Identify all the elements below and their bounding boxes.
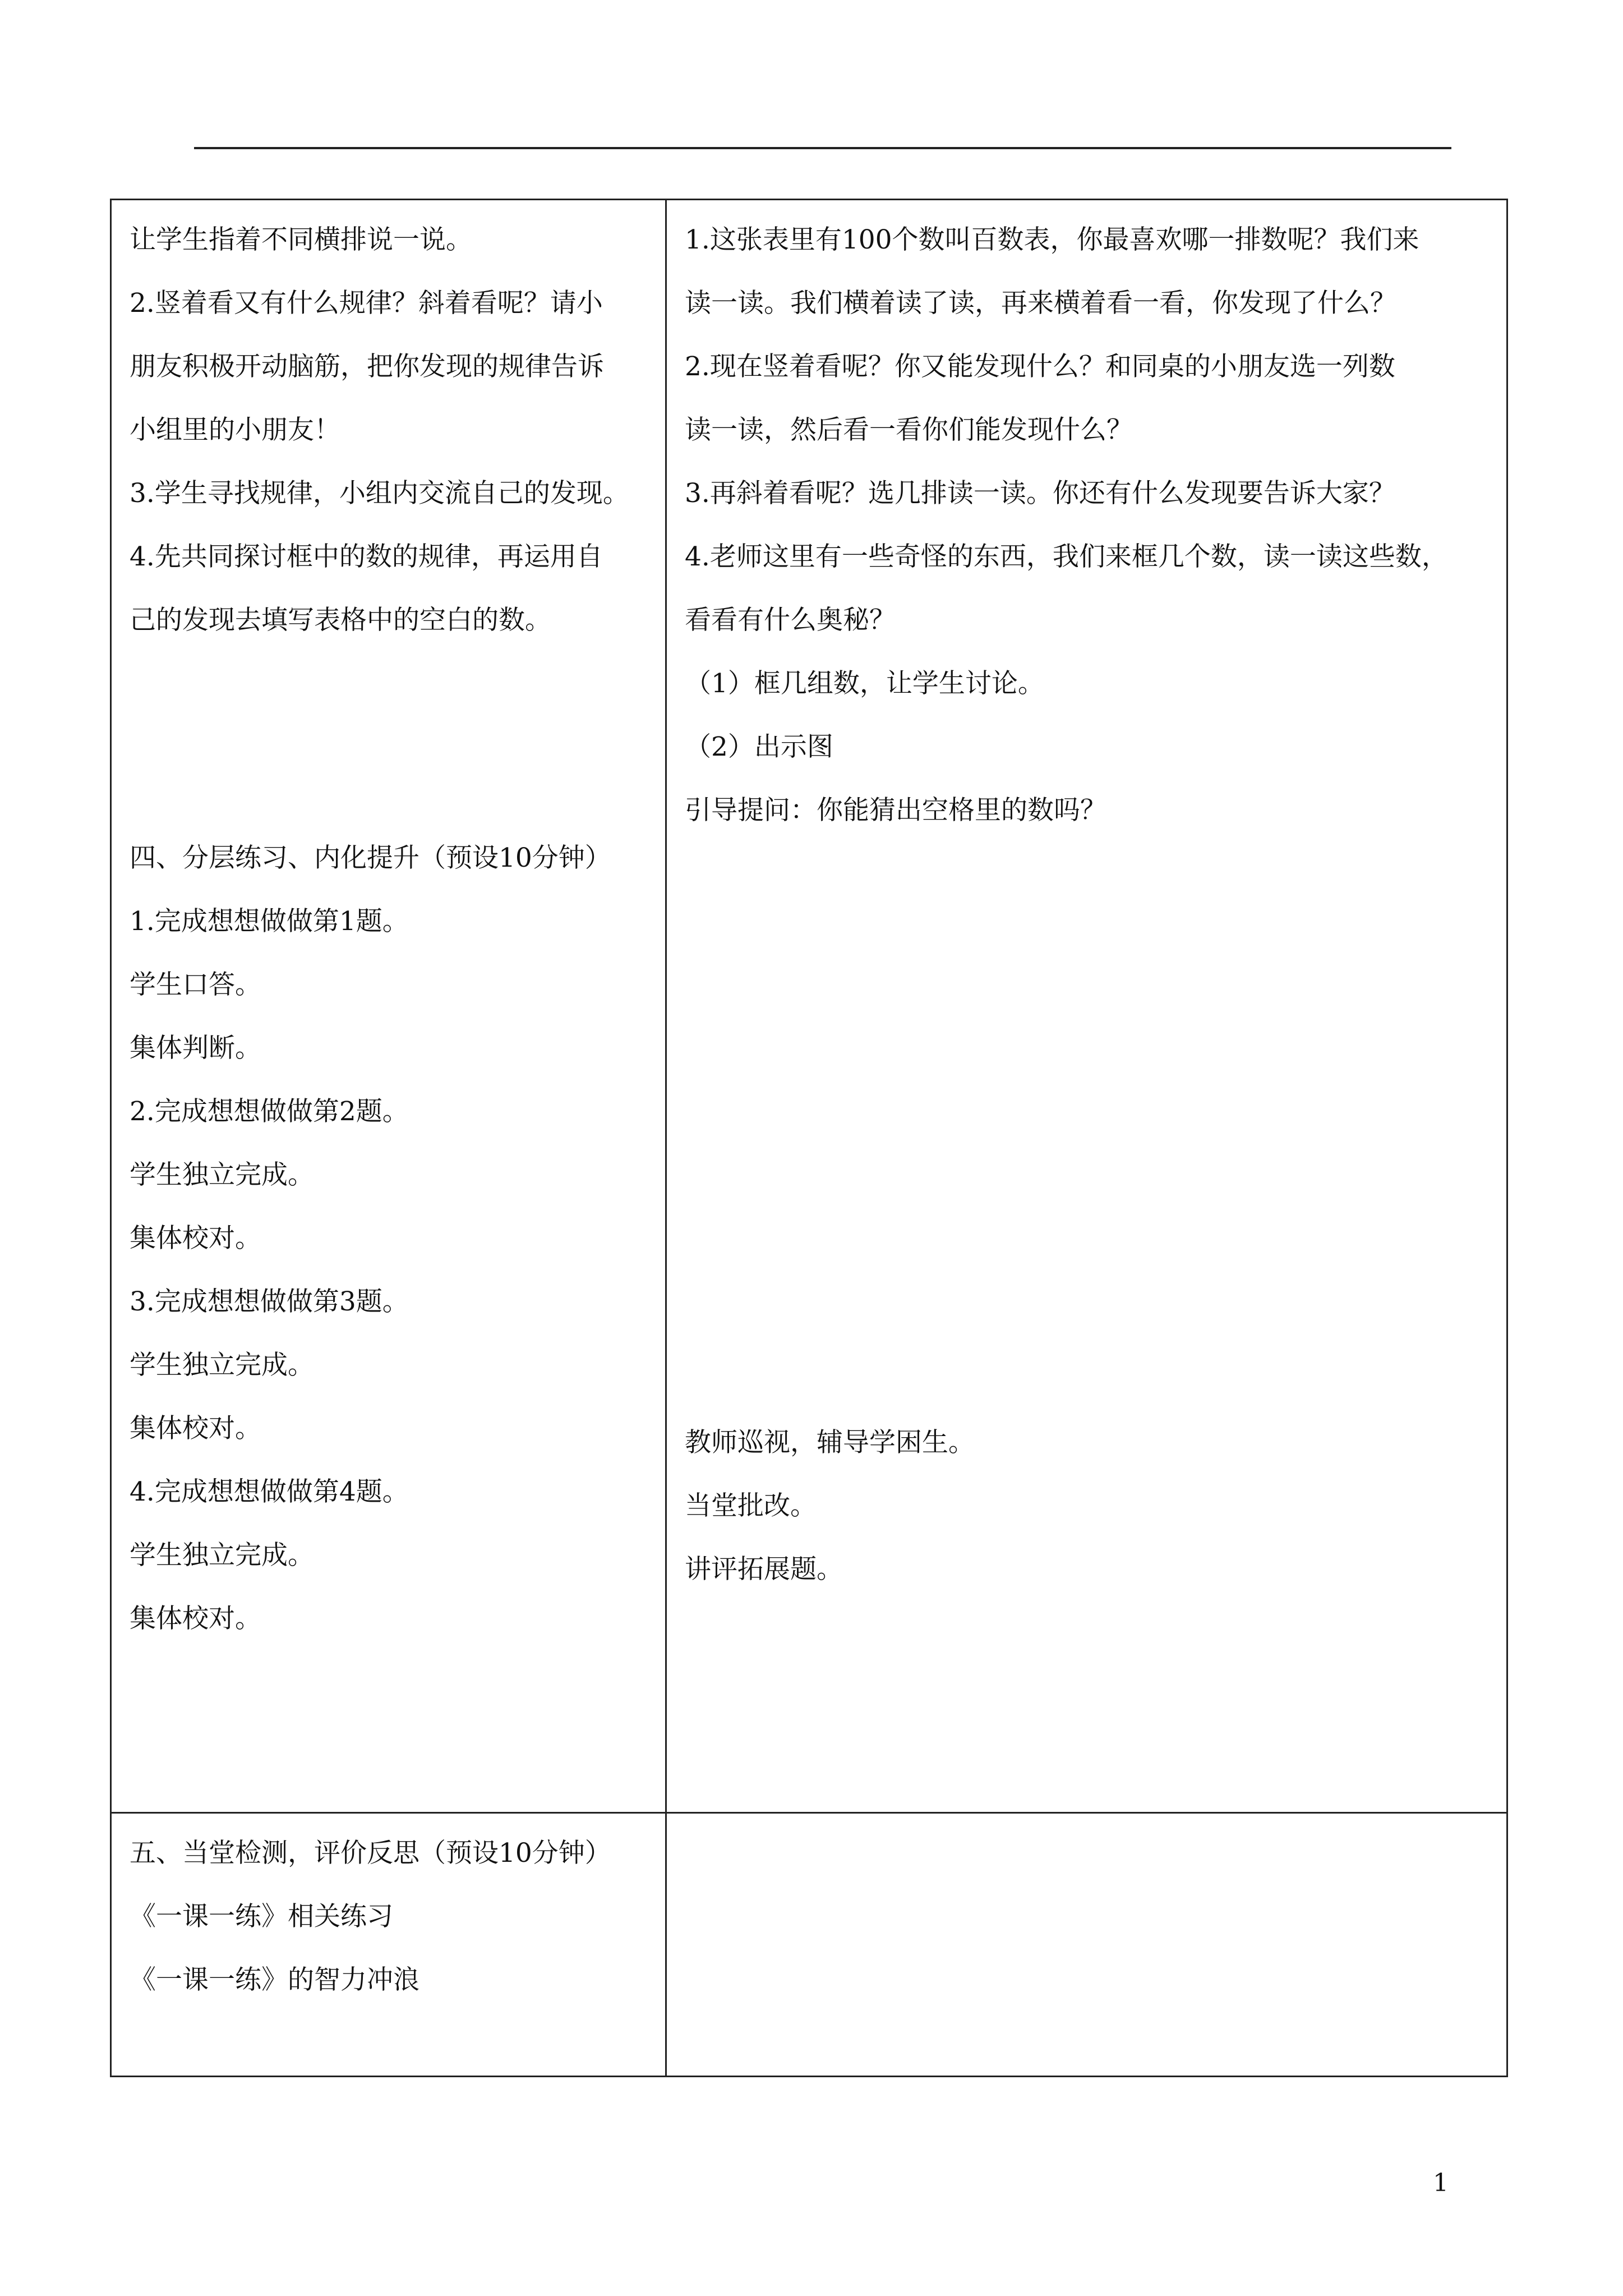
- text-line: （2）出示图: [685, 731, 833, 762]
- text-line: 引导提问：你能猜出空格里的数吗？: [685, 795, 1106, 826]
- lesson-plan-table: [110, 199, 1508, 2077]
- text-line: 小组里的小朋友！: [130, 415, 340, 445]
- text-line: 3.学生寻找规律，小组内交流自己的发现。: [130, 478, 629, 509]
- text-line: 2.竖着看又有什么规律？斜着看呢？请小: [130, 288, 603, 319]
- text-line: 2.现在竖着看呢？你又能发现什么？和同桌的小朋友选一列数: [685, 351, 1395, 382]
- text-line: 《一课一练》的智力冲浪: [130, 1964, 419, 1995]
- text-line: （1）框几组数，让学生讨论。: [685, 668, 1044, 699]
- text-line: 读一读，然后看一看你们能发现什么？: [685, 415, 1133, 445]
- text-line: 3.再斜着看呢？选几排读一读。你还有什么发现要告诉大家？: [685, 478, 1395, 509]
- text-line: 4.完成想想做做第4题。: [130, 1476, 409, 1507]
- teacher-activity-top: [685, 208, 1488, 842]
- page-number: 1: [1433, 2169, 1449, 2197]
- text-line: 学生独立完成。: [130, 1540, 314, 1571]
- table-row: [111, 1813, 1507, 2077]
- text-line: 3.完成想想做做第3题。: [130, 1286, 409, 1317]
- text-line: 教师巡视，辅导学困生。: [685, 1427, 975, 1458]
- teacher-activity-bottom: [685, 1411, 1488, 1601]
- text-line: 集体校对。: [130, 1603, 261, 1634]
- header-rule: [194, 147, 1451, 149]
- text-line: 2.完成想想做做第2题。: [130, 1096, 409, 1127]
- text-line: 学生独立完成。: [130, 1350, 314, 1381]
- text-line: 集体校对。: [130, 1413, 261, 1444]
- text-line: 看看有什么奥秘？: [685, 605, 896, 636]
- text-line: 己的发现去填写表格中的空白的数。: [130, 605, 551, 636]
- section-heading: 四、分层练习、内化提升（预设10分钟）: [130, 843, 611, 873]
- text-line: 让学生指着不同横排说一说。: [130, 224, 472, 255]
- section-heading: 五、当堂检测，评价反思（预设10分钟）: [130, 1838, 611, 1869]
- table-row: [111, 200, 1507, 1813]
- student-activity-cell: [111, 200, 666, 1813]
- text-line: 4.先共同探讨框中的数的规律，再运用自: [130, 541, 603, 572]
- text-line: 集体判断。: [130, 1033, 261, 1064]
- text-line: 学生独立完成。: [130, 1159, 314, 1190]
- text-line: 1.完成想想做做第1题。: [130, 906, 409, 937]
- text-line: 读一读。我们横着读了读，再来横着看一看，你发现了什么？: [685, 288, 1396, 319]
- text-line: 1.这张表里有100个数叫百数表，你最喜欢哪一排数呢？我们来: [685, 224, 1419, 255]
- text-line: 学生口答。: [130, 969, 261, 1000]
- student-activity-bottom: [130, 826, 647, 1650]
- text-line: 《一课一练》相关练习: [130, 1901, 393, 1932]
- text-line: 朋友积极开动脑筋，把你发现的规律告诉: [130, 351, 604, 382]
- student-activity-top: [130, 208, 647, 652]
- text-line: 当堂批改。: [685, 1490, 817, 1521]
- teacher-activity-cell: [666, 200, 1507, 1813]
- text-line: 讲评拓展题。: [685, 1554, 843, 1585]
- empty-cell: [666, 1813, 1507, 2077]
- text-line: 4.老师这里有一些奇怪的东西，我们来框几个数，读一读这些数，: [685, 541, 1448, 572]
- text-line: 集体校对。: [130, 1223, 261, 1254]
- assessment-cell: [111, 1813, 666, 2077]
